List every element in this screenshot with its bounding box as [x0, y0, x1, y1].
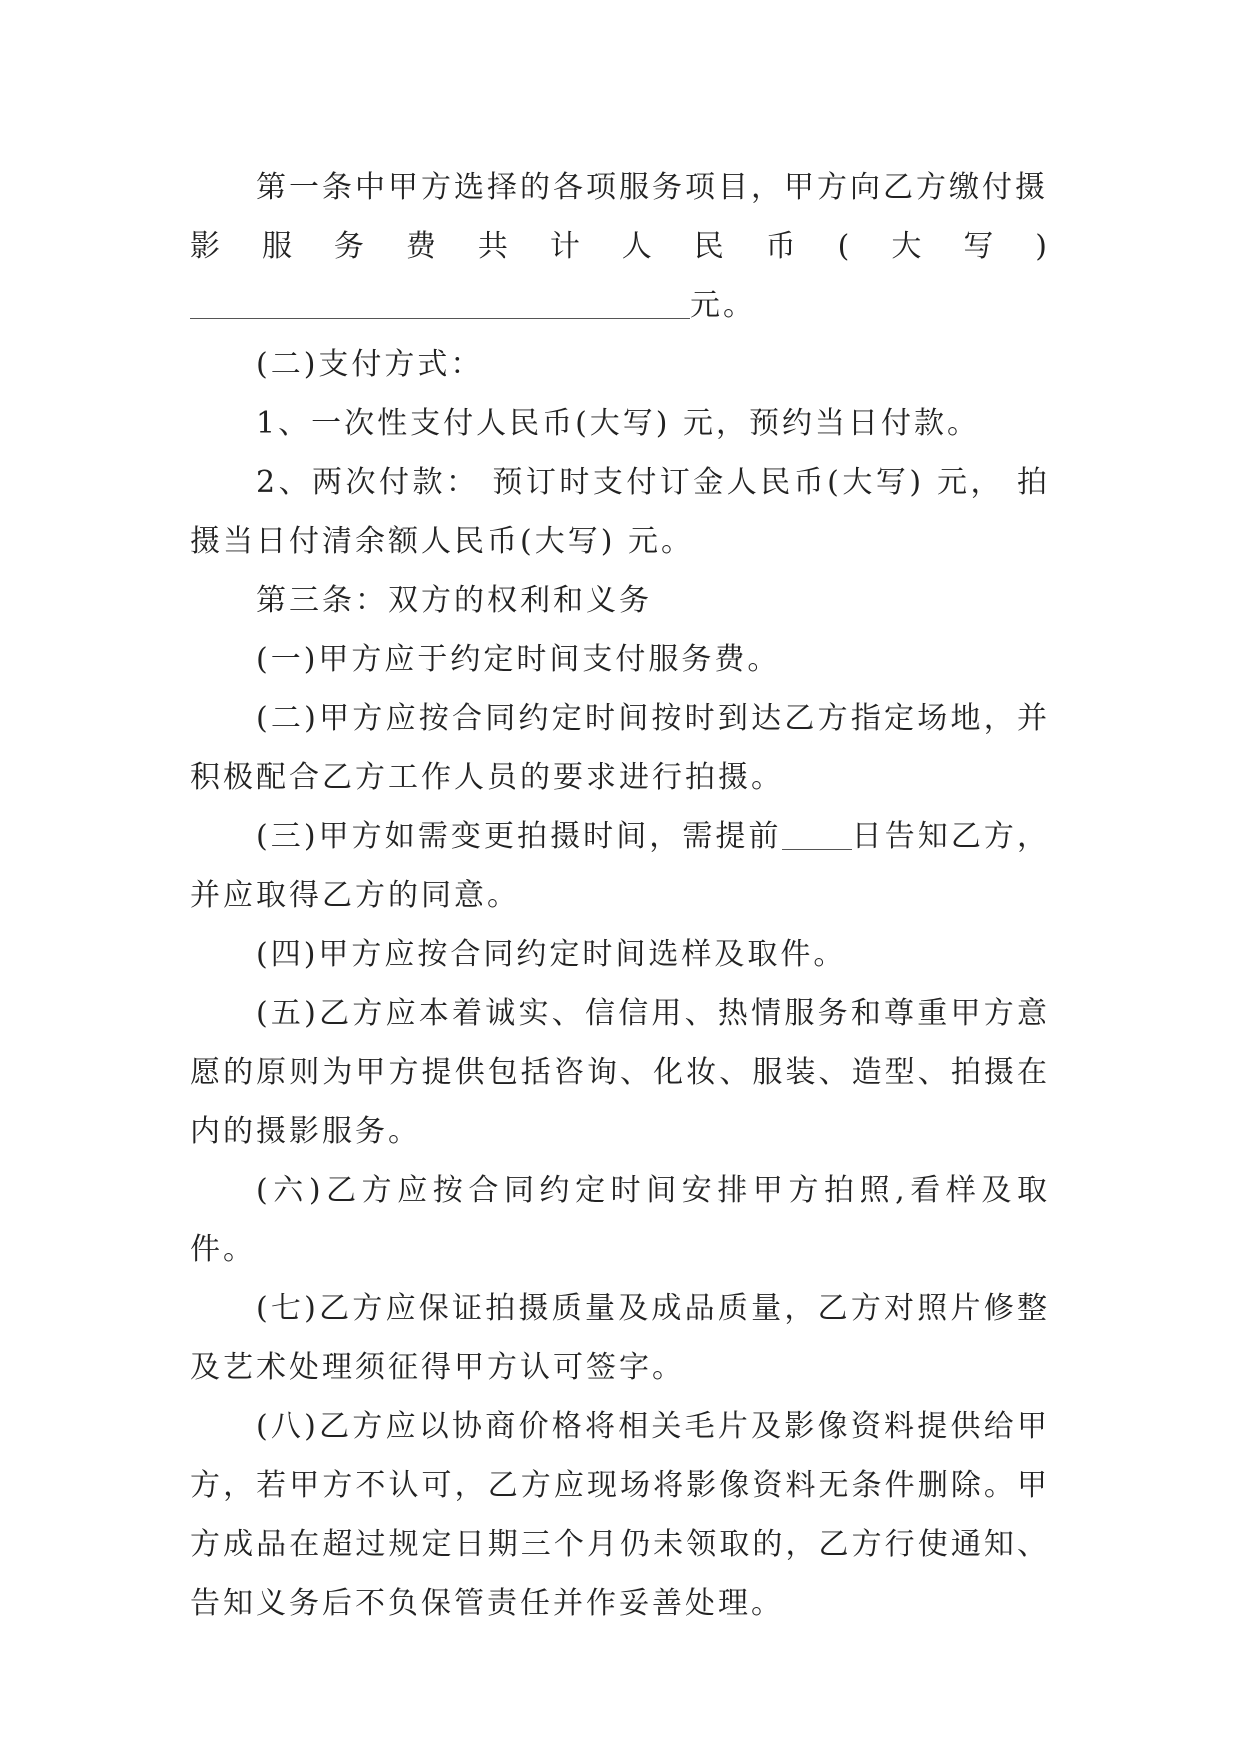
paragraph-clause-6: (六)乙方应按合同约定时间安排甲方拍照,看样及取件。 [190, 1173, 1050, 1267]
paragraph-clause-8: (八)乙方应以协商价格将相关毛片及影像资料提供给甲方，若甲方不认可，乙方应现场将影像资料无条件删除。甲方成品在超过规定日期三个月仍未领取的，乙方行使通知、告知义务后不负保管责任并作妥善处理。 [190, 1409, 1050, 1621]
paragraph-fee-line2: 影服务费共计人民币(大写) [190, 229, 1050, 264]
paragraph-clause-1: (一)甲方应于约定时间支付服务费。 [256, 642, 781, 677]
paragraph-clause-4: (四)甲方应按合同约定时间选样及取件。 [256, 937, 847, 972]
paragraph-article-three: 第三条：双方的权利和义务 [256, 583, 652, 618]
paragraph-clause-7: (七)乙方应保证拍摄质量及成品质量，乙方对照片修整及艺术处理须征得甲方认可签字。 [190, 1291, 1050, 1385]
fee-unit-text: 元。 [690, 288, 756, 323]
fill-blank-amount[interactable] [190, 288, 690, 319]
fill-blank-days[interactable] [782, 819, 852, 850]
paragraph-clause-2: (二)甲方应按合同约定时间按时到达乙方指定场地，并积极配合乙方工作人员的要求进行拍摄。 [190, 701, 1050, 795]
paragraph-payment-once: 1、一次性支付人民币(大写) 元，预约当日付款。 [256, 406, 981, 441]
document-body [190, 158, 1050, 1633]
clause-3-text-start: (三)甲方如需变更拍摄时间，需提前 [256, 819, 782, 854]
paragraph-clause-5: (五)乙方应本着诚实、信信用、热情服务和尊重甲方意愿的原则为甲方提供包括咨询、化妆、服装、造型、拍摄在内的摄影服务。 [190, 996, 1050, 1149]
paragraph-payment-twice: 2、两次付款： 预订时支付订金人民币(大写) 元， 拍摄当日付清余额人民币(大写) 元。 [190, 465, 1050, 559]
paragraph-fee-line1: 第一条中甲方选择的各项服务项目，甲方向乙方缴付摄 [256, 170, 1048, 205]
clause-3-text-end: 日告知乙方，并应取得乙方的同意。 [190, 819, 1050, 913]
paragraph-clause-3 [190, 807, 1050, 925]
paragraph-fee-line3 [190, 276, 1050, 335]
paragraph-payment-method: (二)支付方式： [256, 347, 484, 382]
